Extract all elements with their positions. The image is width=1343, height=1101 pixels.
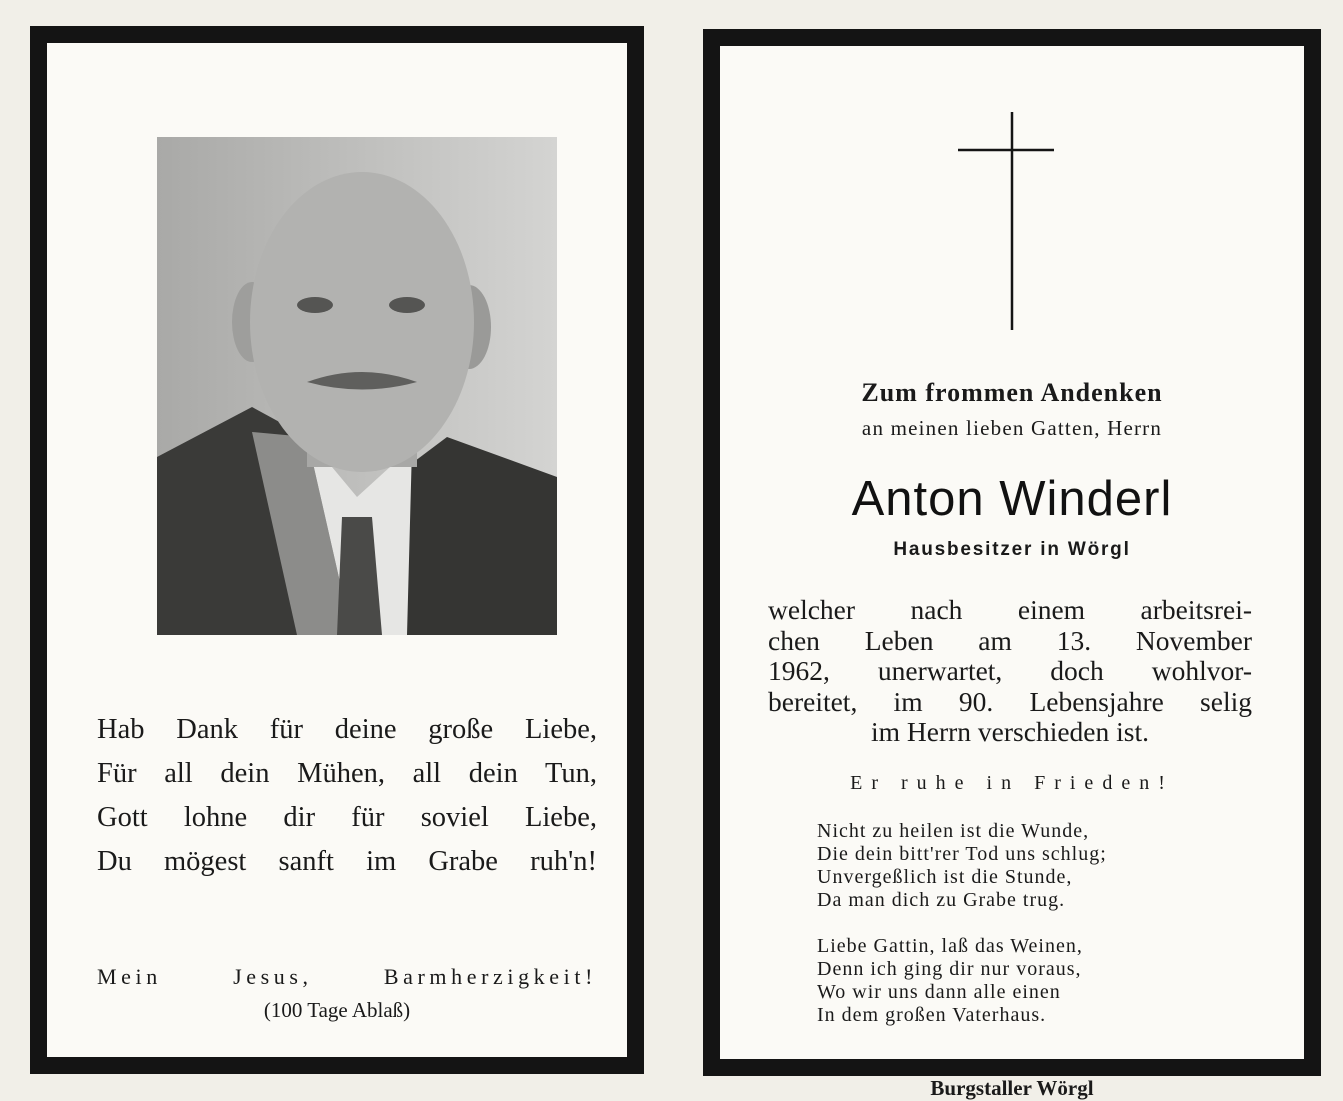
indulgence-text: (100 Tage Ablaß) [263, 998, 411, 1022]
poem-line: Hab Dank für deine große Liebe, [97, 714, 597, 745]
poem-line: Für all dein Mühen, all dein Tun, [97, 758, 597, 789]
deceased-name: Anton Winderl [851, 472, 1173, 526]
rest-in-peace-text: Er ruhe in Frieden! [850, 772, 1174, 794]
prayer-text: Mein Jesus, Barmherzigkeit! [97, 964, 597, 989]
verse-line: In dem großen Vaterhaus. [817, 1004, 1047, 1026]
bio-line: bereitet, im 90. Lebensjahre selig [768, 685, 1252, 717]
poem-left [97, 708, 597, 884]
cross-icon [958, 112, 1068, 334]
occupation-text: Hausbesitzer in Wörgl [893, 539, 1131, 560]
verse-line: Unvergeßlich ist die Stunde, [817, 866, 1073, 888]
verse-line: Denn ich ging dir nur voraus, [817, 958, 1082, 980]
portrait-photo [157, 137, 557, 635]
verse-line: Wo wir uns dann alle einen [817, 981, 1061, 1003]
heading-subtitle: an meinen lieben Gatten, Herrn [861, 416, 1163, 440]
printer-imprint: Burgstaller Wörgl [930, 1076, 1094, 1100]
biography [768, 595, 1252, 748]
heading-title: Zum frommen Andenken [861, 378, 1163, 407]
verse-line: Da man dich zu Grabe trug. [817, 889, 1066, 911]
verse-line: Nicht zu heilen ist die Wunde, [817, 820, 1090, 842]
verse-line: Liebe Gattin, laß das Weinen, [817, 935, 1083, 957]
memorial-card-right [703, 29, 1321, 1076]
memorial-card-left [30, 26, 644, 1074]
poem-line: Du mögest sanft im Grabe ruh'n! [97, 846, 597, 877]
poem-line: Gott lohne dir für soviel Liebe, [97, 802, 597, 833]
bio-line: chen Leben am 13. November [768, 624, 1252, 656]
bio-line: welcher nach einem arbeitsrei- [768, 594, 1252, 625]
verse-first [817, 820, 1217, 912]
verse-line: Die dein bitt'rer Tod uns schlug; [817, 843, 1107, 865]
bio-line: 1962, unerwartet, doch wohlvor- [768, 655, 1252, 686]
bio-line: im Herrn verschieden ist. [871, 716, 1149, 747]
verse-second [817, 935, 1217, 1027]
